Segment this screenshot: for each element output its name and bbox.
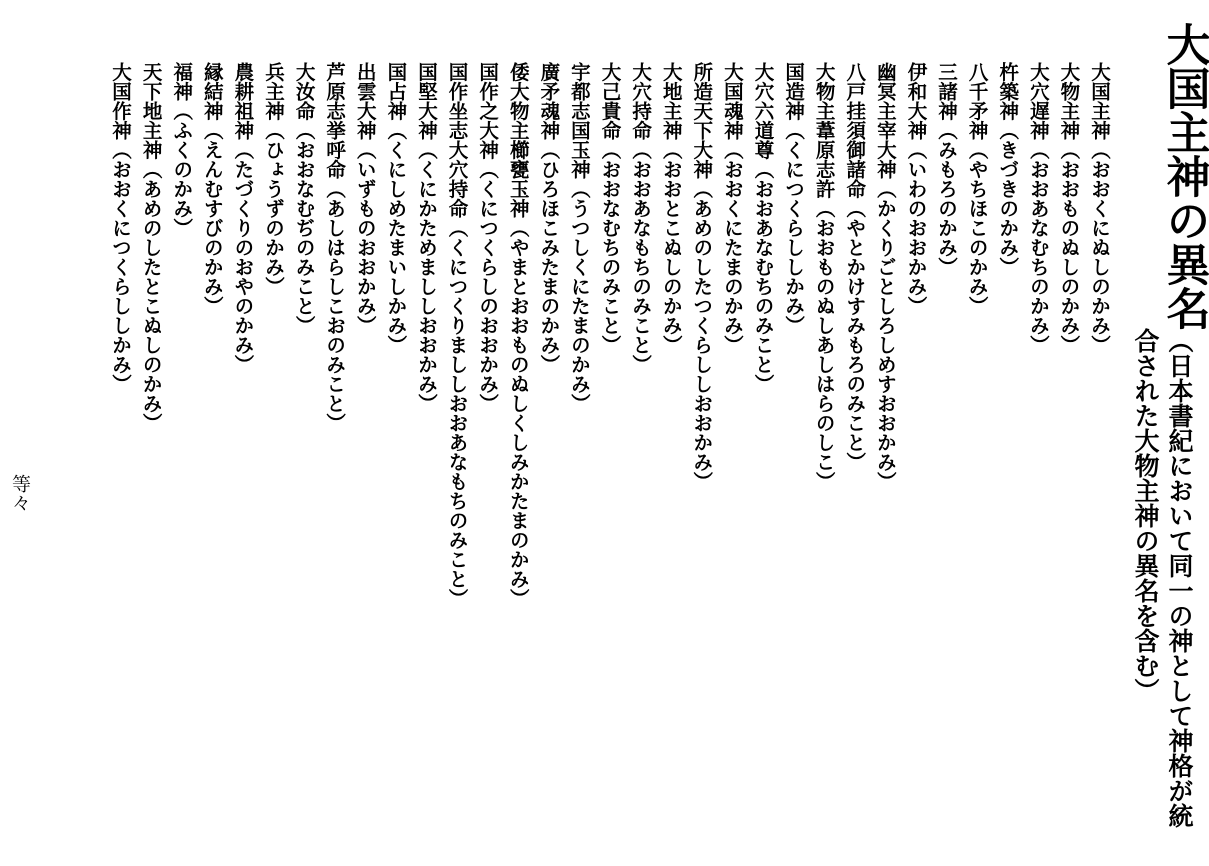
etc-note: 等々 bbox=[9, 474, 31, 512]
document-subtitle: （日本書紀において同一の神として神格が統合された大物主神の異名を含む） bbox=[1131, 328, 1194, 828]
name-entry: 出雲大神（いずものおおかみ） bbox=[353, 62, 377, 335]
name-entry: 八戸挂須御諸命（やとかけすみもろのみこと） bbox=[843, 62, 867, 472]
name-entry: 八千矛神（やちほこのかみ） bbox=[965, 62, 989, 316]
name-entry: 宇都志国玉神（うつしくにたまのかみ） bbox=[567, 62, 591, 413]
name-entry: 福神（ふくのかみ） bbox=[170, 62, 194, 238]
document-title: 大国主神の異名 bbox=[1158, 22, 1209, 330]
name-entry: 国作之大神（くにつくらしのおおかみ） bbox=[476, 62, 500, 413]
name-entry: 兵主神（ひょうずのかみ） bbox=[261, 62, 285, 296]
name-entry: 杵築神（きづきのかみ） bbox=[996, 62, 1020, 277]
name-entry: 大物主神（おおものぬしのかみ） bbox=[1057, 62, 1081, 355]
name-entry: 大国主神（おおくにぬしのかみ） bbox=[1088, 62, 1111, 355]
name-entry: 国作坐志大穴持命（くにつくりまししおおあなもちのみこと） bbox=[445, 62, 469, 608]
name-entry: 芦原志挙呼命（あしはらしこおのみこと） bbox=[323, 62, 347, 433]
name-entry: 伊和大神（いわのおおかみ） bbox=[904, 62, 928, 316]
name-entry: 大穴遅神（おおあなむちのかみ） bbox=[1026, 62, 1050, 355]
name-entry: 倭大物主櫛甕玉神（やまとおおものぬしくしみかたまのかみ） bbox=[506, 62, 530, 608]
name-entry: 大地主神（おおとこぬしのかみ） bbox=[659, 62, 683, 355]
name-entry: 三諸神（みもろのかみ） bbox=[935, 62, 959, 277]
name-entry: 国堅大神（くにかためまししおおかみ） bbox=[414, 62, 438, 413]
name-entry: 所造天下大神（あめのしたつくらししおおかみ） bbox=[690, 62, 714, 491]
name-entry: 大穴六道尊（おおあなむちのみこと） bbox=[751, 62, 775, 394]
name-entry: 大物主葦原志許（おおものぬしあしはらのしこ） bbox=[812, 62, 836, 491]
name-entry: 廣矛魂神（ひろほこみたまのかみ） bbox=[537, 62, 561, 374]
name-entry: 国造神（くにつくらししかみ） bbox=[782, 62, 806, 335]
name-entry: 幽冥主宰大神（かくりごとしろしめすおおかみ） bbox=[873, 62, 897, 491]
name-entry: 天下地主神（あめのしたとこぬしのかみ） bbox=[139, 62, 163, 433]
name-entry: 大国魂神（おおくにたまのかみ） bbox=[720, 62, 744, 355]
name-entry: 国占神（くにしめたまいしかみ） bbox=[384, 62, 408, 355]
name-entry: 縁結神（えんむすびのかみ） bbox=[200, 62, 224, 316]
name-entry: 大己貴命（おおなむちのみこと） bbox=[598, 62, 622, 355]
name-entry: 大穴持命（おおあなもちのみこと） bbox=[629, 62, 653, 374]
name-entry: 大国作神（おおくにつくらししかみ） bbox=[109, 62, 132, 394]
name-list bbox=[44, 62, 1114, 722]
name-entry: 農耕祖神（たづくりのおやのかみ） bbox=[231, 62, 255, 374]
name-entry: 大汝命（おおなむぢのみこと） bbox=[292, 62, 316, 335]
